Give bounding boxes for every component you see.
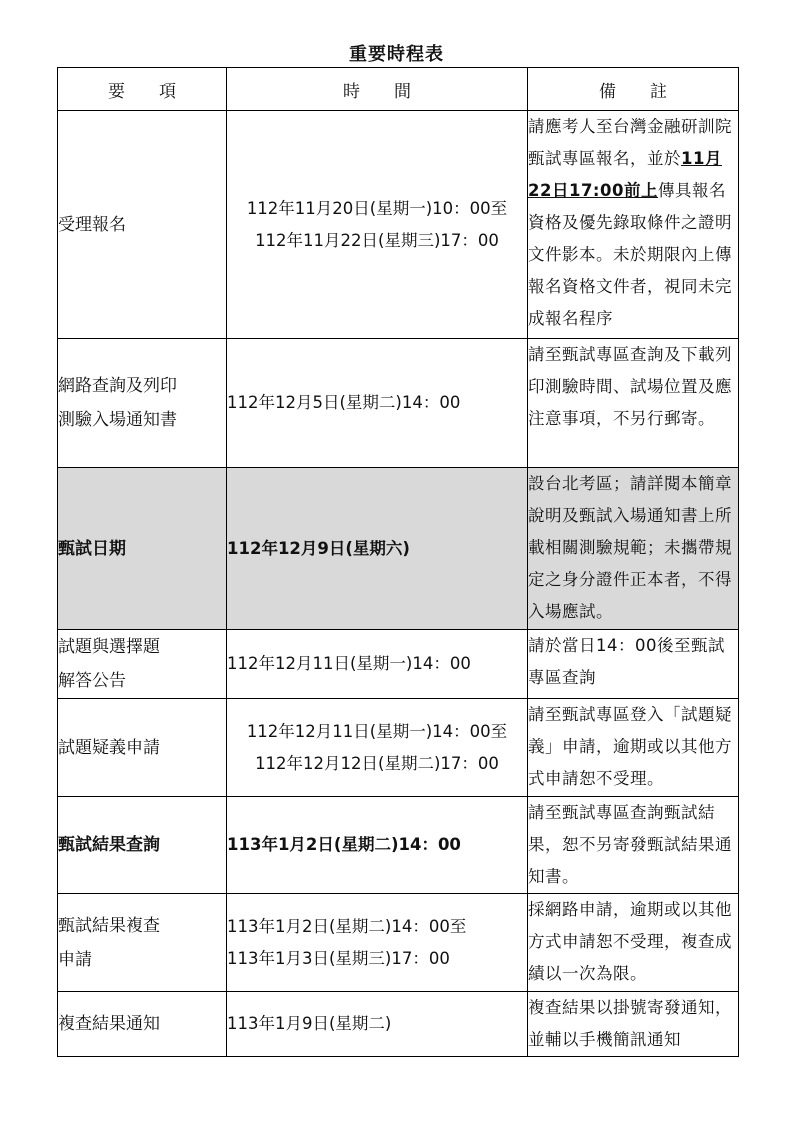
time-cell	[227, 630, 528, 699]
table-row	[58, 630, 739, 699]
item-text: 甄試結果查詢	[58, 835, 160, 855]
time-text: 113年1月9日(星期二)	[227, 1014, 392, 1033]
table-row	[58, 894, 739, 992]
time-cell	[227, 992, 528, 1057]
time-cell	[227, 339, 528, 468]
header-note: 備註	[528, 68, 739, 111]
item-text: 測驗入場通知書	[58, 410, 177, 430]
table-row	[58, 797, 739, 894]
time-text: 113年1月2日(星期二)14：00	[227, 835, 461, 854]
item-text: 甄試日期	[58, 538, 126, 559]
note-text: 設台北考區；請詳閱本簡章說明及甄試入場通知書上所載相關測驗規範；未攜帶規定之身分證件正本者，不得入場應試。	[528, 474, 732, 621]
item-cell	[58, 894, 227, 992]
header-time: 時間	[227, 68, 528, 111]
item-cell	[58, 339, 227, 468]
note-cell	[528, 111, 739, 339]
note-text: 複查結果以掛號寄發通知，並輔以手機簡訊通知	[528, 998, 732, 1049]
note-text: 請於當日14：00後至甄試專區查詢	[528, 636, 725, 687]
table-row	[58, 339, 739, 468]
item-text: 申請	[58, 949, 92, 970]
note-text: 請至甄試專區查詢甄試結果，恕不另寄發甄試結果通知書。	[528, 803, 732, 886]
schedule-table	[57, 67, 739, 1057]
time-cell	[227, 468, 528, 630]
time-cell	[227, 111, 528, 339]
header-item: 要項	[58, 68, 227, 111]
time-text: 112年12月11日(星期一)14：00至	[246, 721, 508, 741]
item-cell	[58, 699, 227, 797]
table-row	[58, 992, 739, 1057]
note-cell	[528, 699, 739, 797]
note-text: 請至甄試專區查詢及下載列印測驗時間、試場位置及應注意事項，不另行郵寄。	[528, 345, 732, 428]
table-row	[58, 111, 739, 339]
note-cell	[528, 339, 739, 468]
item-text: 受理報名	[58, 214, 126, 235]
item-text: 甄試結果複查	[58, 915, 160, 936]
note-cell	[528, 630, 739, 699]
page-title: 重要時程表	[349, 44, 444, 65]
note-text: 採網路申請，逾期或以其他方式申請恕不受理，複查成績以一次為限。	[528, 900, 732, 983]
item-text: 試題與選擇題	[58, 637, 160, 657]
table-header-row	[58, 68, 739, 111]
note-cell	[528, 468, 739, 630]
time-text: 112年11月20日(星期一)10：00至	[246, 198, 508, 218]
item-cell	[58, 797, 227, 894]
time-text: 112年12月5日(星期二)14：00	[227, 393, 461, 412]
time-cell	[227, 894, 528, 992]
time-cell	[227, 797, 528, 894]
time-text: 113年1月2日(星期二)14：00至	[227, 916, 467, 936]
note-text: 請應考人至台灣金融研訓院甄試專區報名，並於	[528, 117, 732, 168]
deadline-emphasis: 11月22日17:00前上	[528, 149, 722, 200]
item-cell	[58, 992, 227, 1057]
note-text: 傳具報名資格及優先錄取條件之證明文件影本。未於期限內上傳報名資格文件者，視同未完成報名程序	[528, 181, 732, 328]
note-cell	[528, 797, 739, 894]
time-text: 112年11月22日(星期三)17：00	[255, 230, 499, 250]
time-text: 112年12月9日(星期六)	[227, 538, 410, 558]
note-text: 請至甄試專區登入「試題疑義」申請，逾期或以其他方式申請恕不受理。	[528, 705, 732, 788]
item-text: 解答公告	[58, 671, 126, 691]
note-cell	[528, 992, 739, 1057]
time-text: 112年12月11日(星期一)14：00	[227, 654, 471, 673]
table-row	[58, 699, 739, 797]
item-text: 網路查詢及列印	[58, 376, 177, 396]
note-cell	[528, 894, 739, 992]
time-cell	[227, 699, 528, 797]
item-cell	[58, 111, 227, 339]
item-text: 試題疑義申請	[58, 737, 160, 758]
item-cell	[58, 468, 227, 630]
table-row-highlighted	[58, 468, 739, 630]
item-text: 複查結果通知	[58, 1014, 160, 1034]
time-text: 112年12月12日(星期二)17：00	[255, 753, 499, 773]
item-cell	[58, 630, 227, 699]
time-text: 113年1月3日(星期三)17：00	[227, 948, 450, 968]
